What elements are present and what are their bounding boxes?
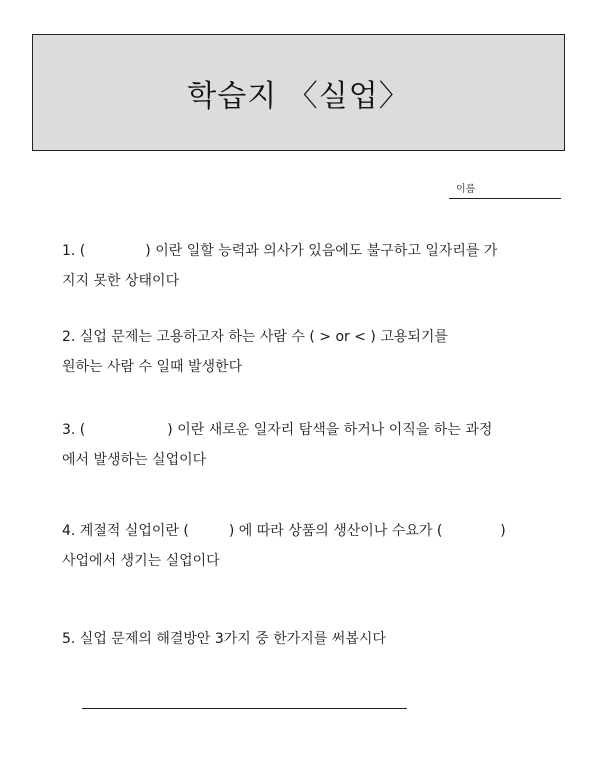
question-2 [62, 322, 448, 382]
question-4-text-a: 4. 계절적 실업이란 ( [62, 523, 189, 539]
answer-line[interactable] [82, 708, 407, 709]
question-3-line-2: 에서 발생하는 실업이다 [62, 452, 207, 468]
question-1-line-2: 지지 못한 상태이다 [62, 273, 180, 289]
question-3-number: 3. ( [62, 422, 86, 438]
name-label: 이름 [456, 184, 476, 195]
question-4-line-1 [62, 516, 506, 546]
question-4 [62, 516, 506, 576]
question-4-line-2: 사업에서 생기는 실업이다 [62, 553, 220, 569]
question-3-line-1 [62, 415, 492, 445]
name-field-line[interactable] [449, 198, 561, 199]
worksheet-title: 학습지 〈실업〉 [187, 78, 410, 114]
question-1 [62, 236, 497, 296]
question-3-text: ) 이란 새로운 일자리 탐색을 하거나 이직을 하는 과정 [167, 422, 493, 438]
question-1-text: ) 이란 일할 능력과 의사가 있음에도 불구하고 일자리를 가 [145, 243, 498, 259]
question-5-line-1: 5. 실업 문제의 해결방안 3가지 중 한가지를 써봅시다 [62, 631, 386, 647]
question-1-number: 1. ( [62, 243, 86, 259]
question-1-line-1 [62, 236, 497, 266]
question-4-text-b: ) 에 따라 상품의 생산이나 수요가 ( [228, 523, 443, 539]
question-2-line-1: 2. 실업 문제는 고용하고자 하는 사람 수 ( > or < ) 고용되기를 [62, 329, 448, 345]
question-5 [62, 624, 386, 654]
title-box [32, 34, 565, 151]
question-3 [62, 415, 492, 475]
question-2-line-2: 원하는 사람 수 일때 발생한다 [62, 359, 243, 375]
question-4-text-c: ) [500, 523, 506, 539]
